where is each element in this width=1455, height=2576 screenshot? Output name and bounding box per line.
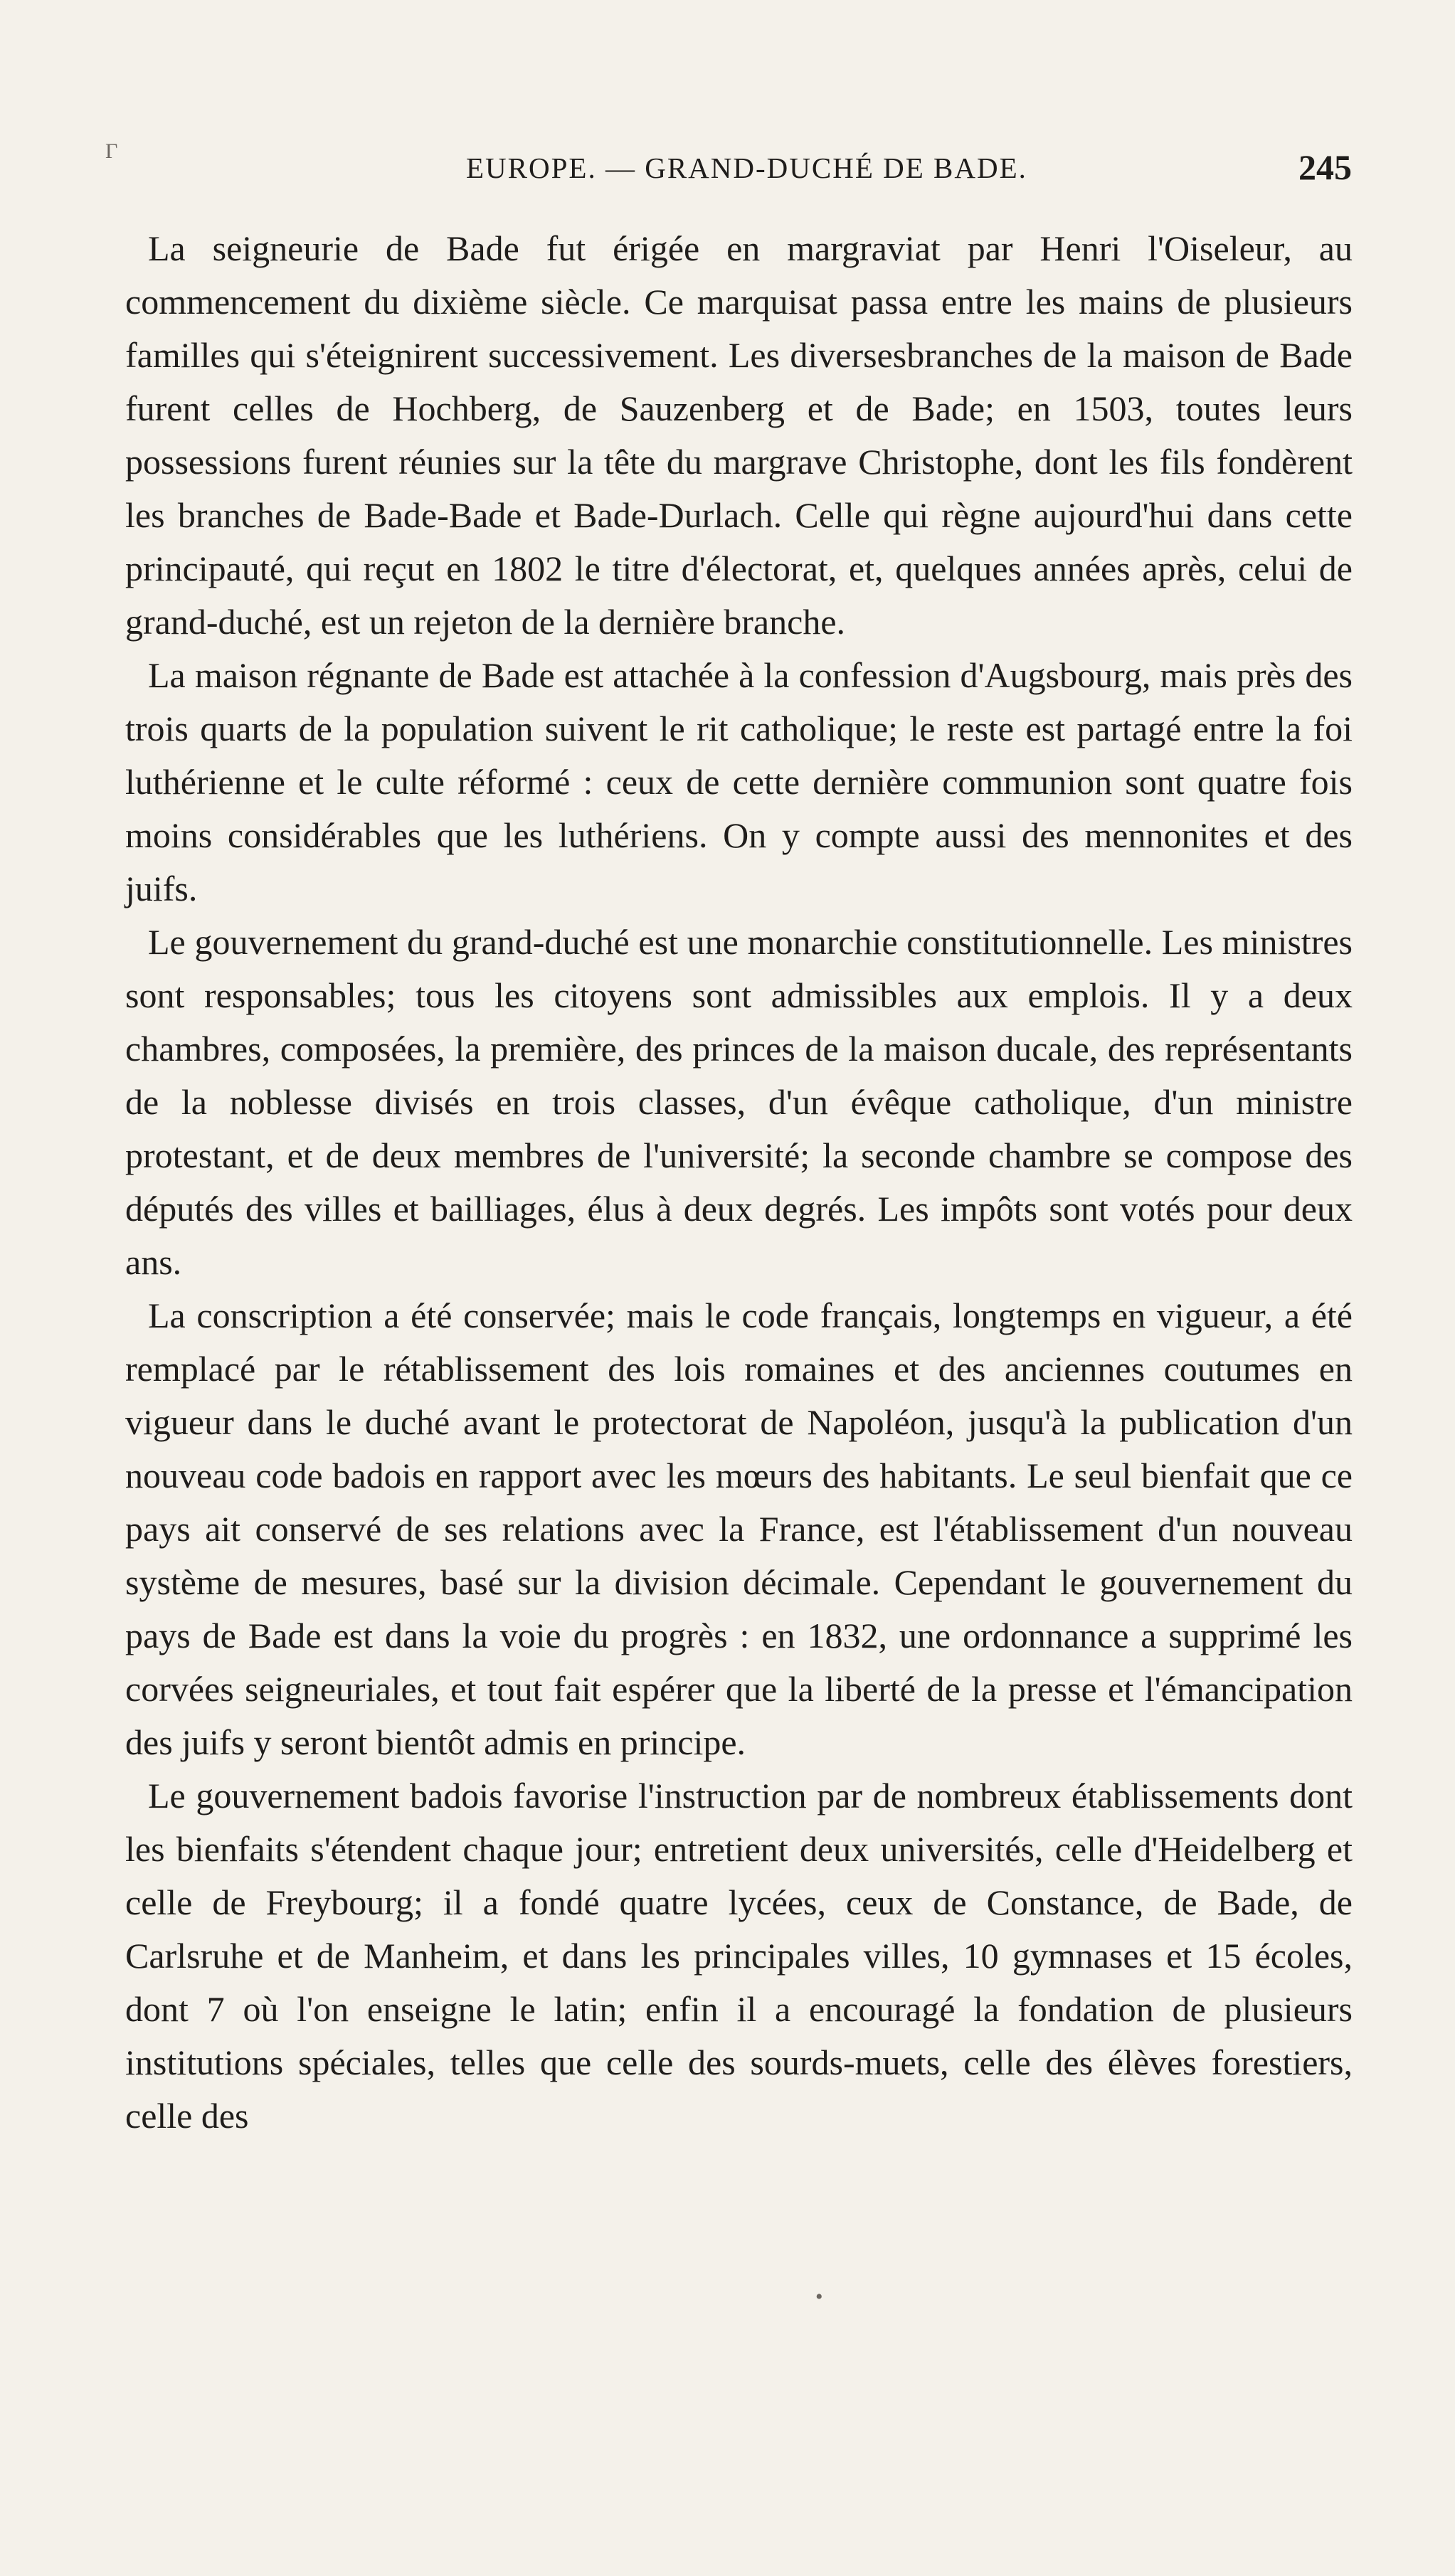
body-text: [125, 222, 1353, 2143]
paragraph-1: La seigneurie de Bade fut érigée en margraviat par Henri l'Oiseleur, au commencement du dixième siècle. Ce marquisat passa entre les mains de plusieurs familles qui s'éteignirent successivement. Les diversesbranches de la maison de Bade furent celles de Hochberg, de Sauzenberg et de Bade; en 1503, toutes leurs possessions furent réunies sur la tête du margrave Christophe, dont les fils fondèrent les branches de Bade-Bade et Bade-Durlach. Celle qui règne aujourd'hui dans cette principauté, qui reçut en 1802 le titre d'électorat, et, quelques années après, celui de grand-duché, est un rejeton de la dernière branche.: [125, 228, 1353, 642]
bottom-dot-mark: •: [815, 2285, 823, 2309]
paragraph-2: La maison régnante de Bade est attachée à la confession d'Augsbourg, mais près des trois quarts de la population suivent le rit catholique; le reste est partagé entre la foi luthérienne et le culte réformé : ceux de cette dernière communion sont quatre fois moins considérables que les luthériens. On y compte aussi des mennonites et des juifs.: [125, 655, 1353, 908]
paragraph-5: Le gouvernement badois favorise l'instruction par de nombreux établissements dont les bienfaits s'étendent chaque jour; entretient deux universités, celle d'Heidelberg et celle de Freybourg; il a fondé quatre lycées, ceux de Constance, de Bade, de Carlsruhe et de Manheim, et dans les principales villes, 10 gymnases et 15 écoles, dont 7 où l'on enseigne le latin; enfin il a encouragé la fondation de plusieurs institutions spéciales, telles que celle des sourds-muets, celle des élèves forestiers, celle des: [125, 1776, 1353, 2136]
margin-bracket-mark: Γ: [105, 139, 118, 163]
paragraph-4: La conscription a été conservée; mais le code français, longtemps en vigueur, a été remplacé par le rétablissement des lois romaines et des anciennes coutumes en vigueur dans le duché avant le protectorat de Napoléon, jusqu'à la publication d'un nouveau code badois en rapport avec les mœurs des habitants. Le seul bienfait que ce pays ait conservé de ses relations avec la France, est l'établissement d'un nouveau système de mesures, basé sur la division décimale. Cependant le gouvernement du pays de Bade est dans la voie du progrès : en 1832, une ordonnance a supprimé les corvées seigneuriales, et tout fait espérer que la liberté de la presse et l'émancipation des juifs y seront bientôt admis en principe.: [125, 1295, 1353, 1762]
paragraph-3: Le gouvernement du grand-duché est une monarchie constitutionnelle. Les ministres sont responsables; tous les citoyens sont admissibles aux emplois. Il y a deux chambres, composées, la première, des princes de la maison ducale, des représentants de la noblesse divisés en trois classes, d'un évêque catholique, d'un ministre protestant, et de deux membres de l'université; la seconde chambre se compose des députés des villes et bailliages, élus à deux degrés. Les impôts sont votés pour deux ans.: [125, 922, 1353, 1282]
page-number: 245: [1298, 147, 1352, 187]
running-head: [125, 147, 1352, 201]
running-title: EUROPE. — GRAND-DUCHÉ DE BADE.: [466, 152, 1027, 184]
